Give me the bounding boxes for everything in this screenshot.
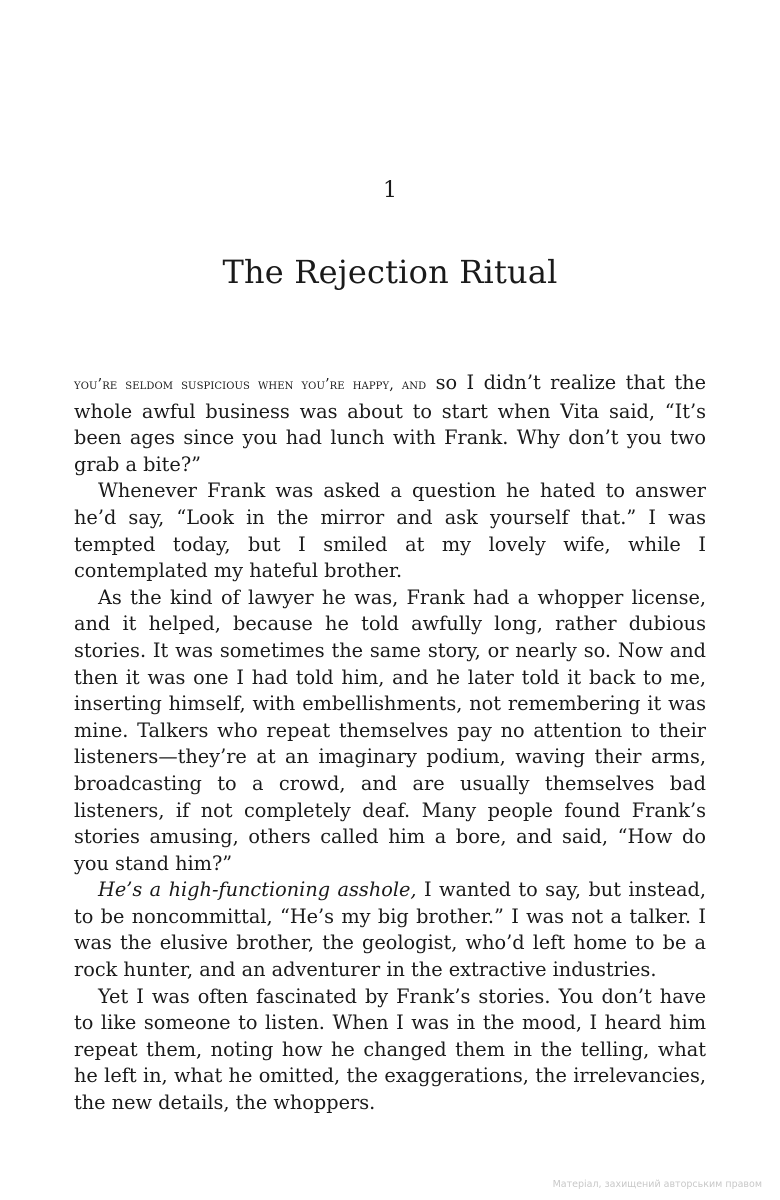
copyright-watermark: Матеріал, захищений авторським правом	[552, 1179, 762, 1190]
chapter-title: The Rejection Ritual	[222, 253, 558, 291]
paragraph-4-italic: He’s a high-functioning asshole,	[98, 878, 417, 902]
opening-smallcaps: you’re seldom suspicious when you’re happy, and	[74, 377, 427, 393]
chapter-number: 1	[383, 178, 397, 203]
paragraph-2: Whenever Frank was asked a question he hated to answer he’d say, “Look in the mirror and ask yourself that.” I was tempted today, but I smiled at my lovely wife, while I contemplated my hateful brother.	[74, 479, 706, 583]
paragraph-3: As the kind of lawyer he was, Frank had a whopper license, and it helped, because he told awfully long, rather dubious stories. It was sometimes the same story, or nearly so. Now and then it was one I had told him, and he later told it back to me, inserting himself, with embellishments, not remembering it was mine. Talkers who repeat themselves pay no attention to their listeners—they’re at an imaginary podium, waving their arms, broadcasting to a crowd, and are usually themselves bad listeners, if not completely deaf. Many people found Frank’s stories amusing, others called him a bore, and said, “How do you stand him?”	[74, 585, 706, 875]
paragraph-4	[74, 877, 706, 983]
paragraph-4-text: I wanted to say, but instead, to be noncommittal, “He’s my big brother.” I was not a talker. I was the elusive brother, the geologist, who’d left home to be a rock hunter, and an adventurer in the extractive industries.	[74, 878, 706, 982]
paragraph-1-text: so I didn’t realize that the whole awful business was about to start when Vita said, “It’s been ages since you had lunch with Frank. Why don’t you two grab a bite?”	[74, 371, 706, 476]
paragraph-5: Yet I was often fascinated by Frank’s stories. You don’t have to like someone to listen. When I was in the mood, I heard him repeat them, noting how he changed them in the telling, what he left in, what he omitted, the exaggerations, the irrelevancies, the new details, the whoppers.	[74, 984, 706, 1115]
chapter-body	[74, 370, 706, 1117]
paragraph-1	[74, 370, 706, 478]
